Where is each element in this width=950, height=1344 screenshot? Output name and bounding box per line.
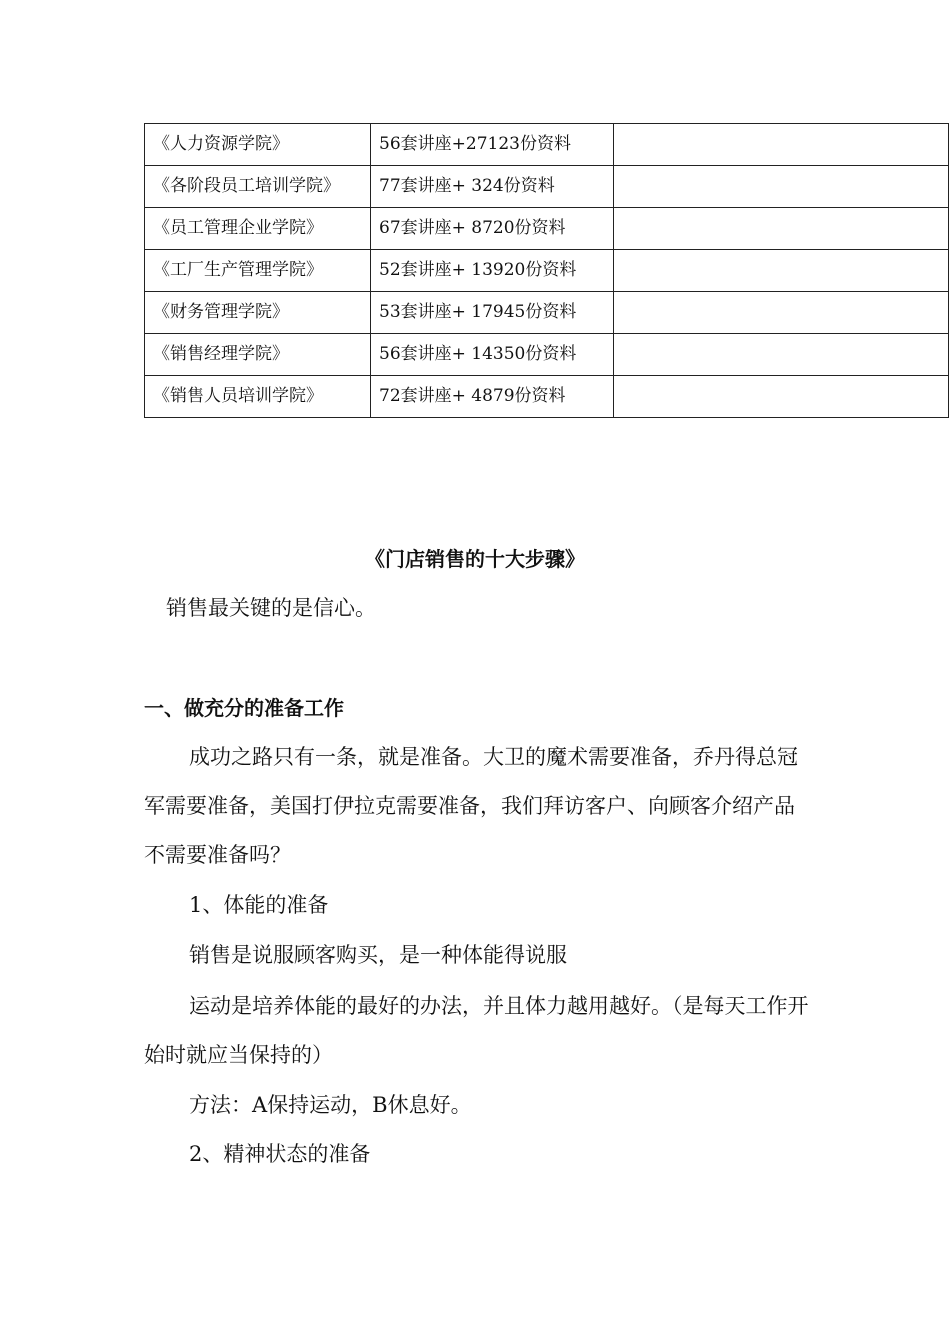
academy-name: 《财务管理学院》	[145, 292, 371, 334]
academy-content: 72套讲座+ 4879份资料	[371, 376, 614, 418]
academy-name: 《工厂生产管理学院》	[145, 250, 371, 292]
table-row	[145, 292, 949, 334]
academy-content: 77套讲座+ 324份资料	[371, 166, 614, 208]
table-row	[145, 208, 949, 250]
table-row	[145, 376, 949, 418]
body-paragraph: 销售是说服顾客购买，是一种体能得说服	[189, 943, 567, 967]
article-title: 《门店销售的十大步骤》	[365, 547, 585, 571]
academy-name: 《人力资源学院》	[145, 124, 371, 166]
table-row	[145, 334, 949, 376]
academy-name: 《销售人员培训学院》	[145, 376, 371, 418]
lead-paragraph: 销售最关键的是信心。	[166, 596, 376, 620]
section-heading: 一、做充分的准备工作	[144, 696, 344, 720]
academy-content: 67套讲座+ 8720份资料	[371, 208, 614, 250]
academy-note	[614, 250, 949, 292]
academy-note	[614, 208, 949, 250]
table-row	[145, 250, 949, 292]
academy-catalog-table	[144, 123, 949, 418]
body-paragraph: 方法：A保持运动，B休息好。	[189, 1093, 472, 1117]
list-item-heading: 2、精神状态的准备	[189, 1142, 371, 1166]
academy-note	[614, 292, 949, 334]
table-row	[145, 166, 949, 208]
academy-note	[614, 376, 949, 418]
academy-name: 《各阶段员工培训学院》	[145, 166, 371, 208]
academy-note	[614, 334, 949, 376]
body-paragraph: 成功之路只有一条，就是准备。大卫的魔术需要准备，乔丹得总冠军需要准备，美国打伊拉克需要准备，我们拜访客户、向顾客介绍产品不需要准备吗？	[144, 745, 798, 867]
academy-content: 52套讲座+ 13920份资料	[371, 250, 614, 292]
academy-content: 56套讲座+ 14350份资料	[371, 334, 614, 376]
academy-note	[614, 124, 949, 166]
table-row	[145, 124, 949, 166]
academy-name: 《销售经理学院》	[145, 334, 371, 376]
academy-name: 《员工管理企业学院》	[145, 208, 371, 250]
body-paragraph: 运动是培养体能的最好的办法，并且体力越用越好。（是每天工作开始时就应当保持的）	[144, 994, 809, 1067]
academy-note	[614, 166, 949, 208]
list-item-heading: 1、体能的准备	[189, 893, 329, 917]
academy-content: 56套讲座+27123份资料	[371, 124, 614, 166]
academy-content: 53套讲座+ 17945份资料	[371, 292, 614, 334]
